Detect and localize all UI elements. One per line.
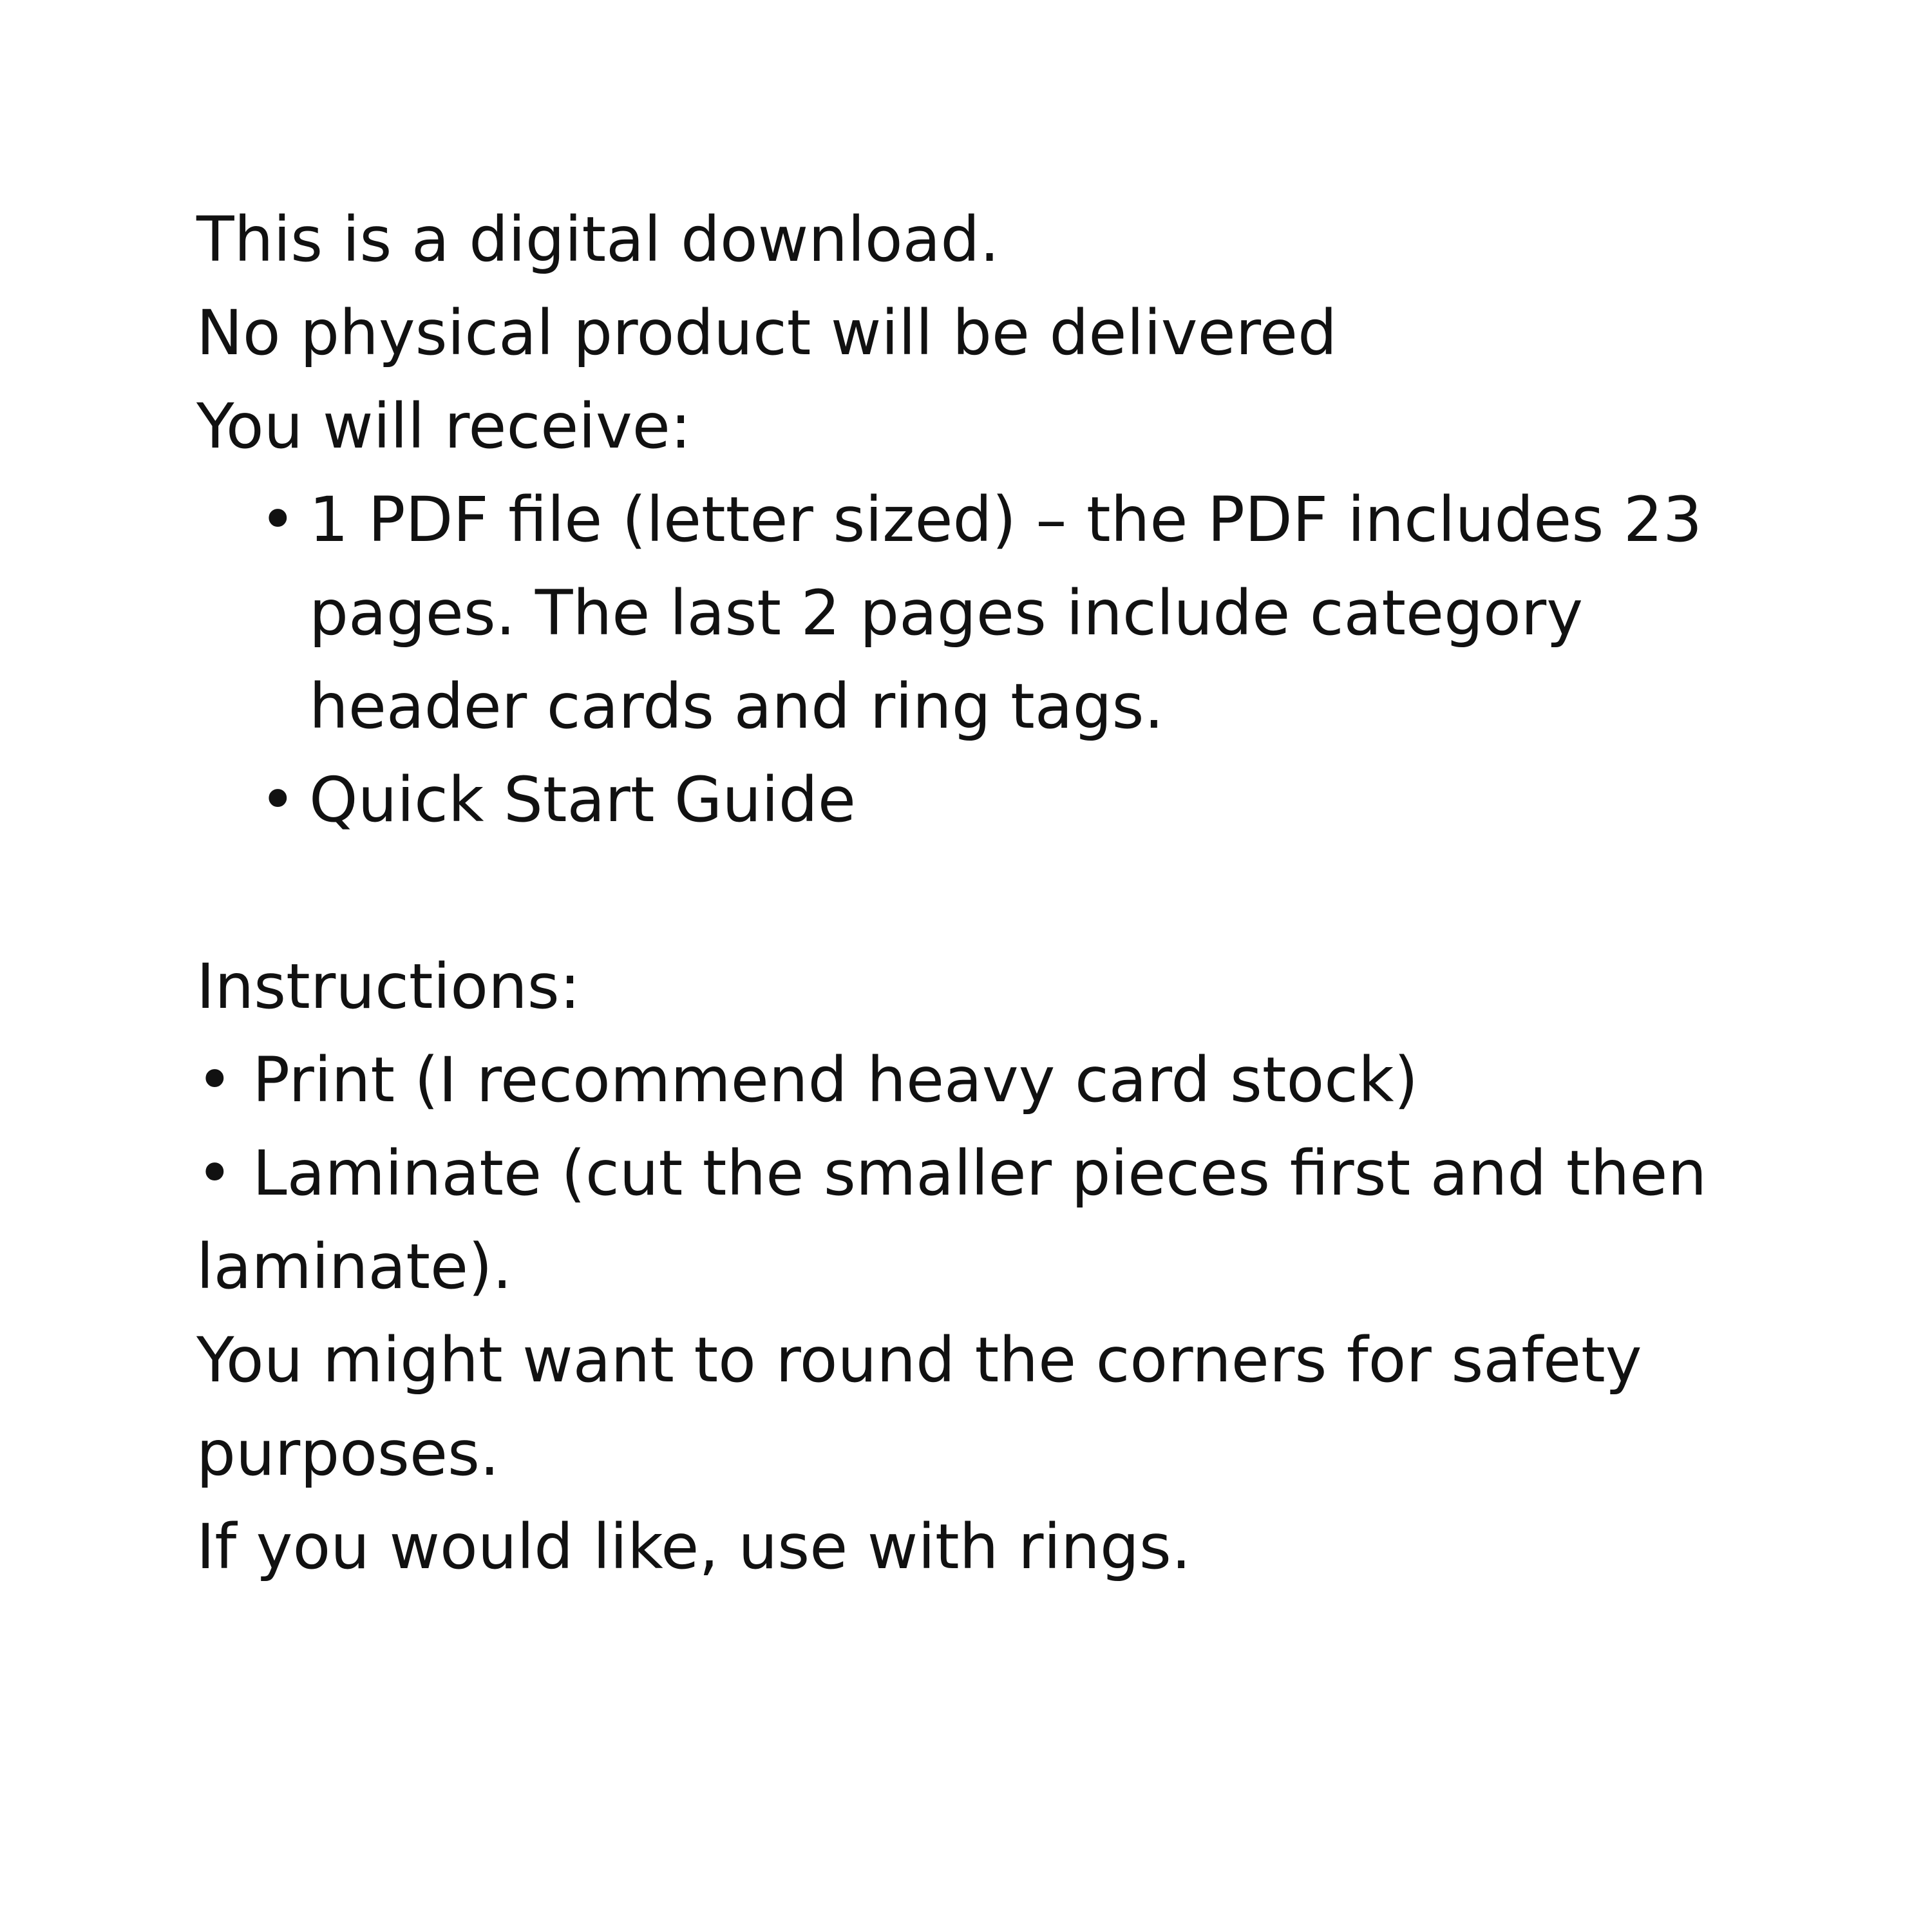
instruction-line: You might want to round the corners for safety bbox=[196, 1324, 1642, 1396]
intro-line-no-physical-product: No physical product will be delivered bbox=[196, 297, 1338, 369]
intro-line-you-will-receive: You will receive: bbox=[196, 390, 692, 462]
instruction-line: purposes. bbox=[196, 1417, 500, 1490]
list-item-line: header cards and ring tags. bbox=[309, 670, 1164, 743]
instruction-line: • Laminate (cut the smaller pieces first and then bbox=[196, 1137, 1707, 1209]
list-item bbox=[196, 753, 1755, 847]
list-item-line: 1 PDF file (letter sized) – the PDF includes 23 bbox=[309, 484, 1703, 556]
section-spacer bbox=[196, 847, 1755, 940]
instruction-line: laminate). bbox=[196, 1231, 513, 1303]
bullet-dot: • bbox=[260, 764, 296, 836]
bullet-dot: • bbox=[260, 484, 296, 556]
receive-list bbox=[196, 473, 1755, 847]
instruction-line: If you would like, use with rings. bbox=[196, 1511, 1191, 1583]
product-description bbox=[196, 193, 1755, 1594]
list-item-line: pages. The last 2 pages include category bbox=[309, 577, 1584, 649]
instructions-heading: Instructions: bbox=[196, 951, 581, 1023]
list-item bbox=[196, 473, 1755, 753]
intro-line-digital-download: This is a digital download. bbox=[196, 204, 999, 276]
instruction-line: • Print (I recommend heavy card stock) bbox=[196, 1044, 1419, 1116]
list-item-line: Quick Start Guide bbox=[309, 764, 856, 836]
